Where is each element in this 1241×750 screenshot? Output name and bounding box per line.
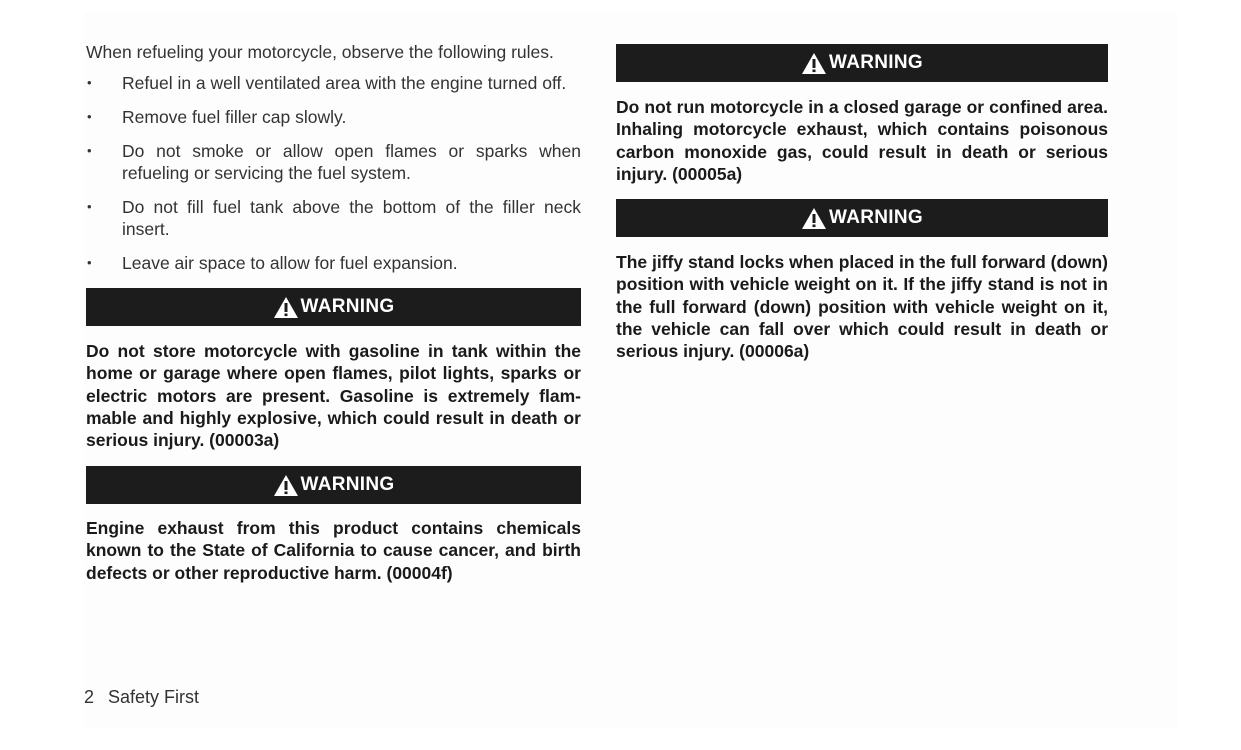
warning-text: Engine exhaust from this product contains chemicals known to the State of California to cause cancer, and birth defects or other reproductive harm. (00004f) <box>86 518 581 583</box>
warning-triangle-icon <box>273 474 299 497</box>
rule-text: Do not smoke or allow open flames or sparks when refueling or servicing the fuel system. <box>122 141 581 183</box>
warning-triangle-icon <box>273 296 299 319</box>
warning-heading: WARNING <box>300 296 395 317</box>
list-item <box>86 140 581 184</box>
list-item <box>86 72 581 94</box>
rule-text: Leave air space to allow for fuel expansion. <box>122 253 458 273</box>
warning-text: The jiffy stand locks when placed in the full forward (down) position with vehicle weight on it. If the jiffy stand is not in the full forward (down) position with vehicle weight on it, the vehicle can fall over which could result in death or serious injury. (00006a) <box>616 252 1108 362</box>
page-number: 2 <box>84 687 95 707</box>
warning-triangle-icon <box>801 52 827 75</box>
warning-banner <box>86 466 581 504</box>
refueling-intro: When refueling your motorcycle, observe the following rules. <box>86 42 554 62</box>
section-title: Safety First <box>108 687 200 707</box>
warning-heading: WARNING <box>300 474 395 495</box>
bullet-icon: • <box>87 143 92 158</box>
rule-text: Refuel in a well ventilated area with the engine turned off. <box>122 73 567 93</box>
manual-page <box>84 12 1177 728</box>
list-item <box>86 252 581 274</box>
warning-banner <box>616 199 1108 237</box>
warning-heading: WARNING <box>829 52 923 73</box>
warning-heading: WARNING <box>829 207 923 228</box>
warning-banner <box>86 288 581 326</box>
bullet-icon: • <box>87 75 92 90</box>
bullet-icon: • <box>87 199 92 214</box>
bullet-icon: • <box>87 109 92 124</box>
bullet-icon: • <box>87 255 92 270</box>
warning-triangle-icon <box>801 207 827 230</box>
rule-text: Remove fuel filler cap slowly. <box>122 107 347 127</box>
refueling-rules-list <box>86 72 581 274</box>
warning-banner <box>616 44 1108 82</box>
page-footer <box>84 687 199 708</box>
list-item <box>86 106 581 128</box>
rule-text: Do not fill fuel tank above the bottom of the filler neck insert. <box>122 197 581 239</box>
list-item <box>86 196 581 240</box>
warning-text: Do not run motorcycle in a closed garage or confined area. Inhaling motorcycle exhaust, which contains poisonous carbon monoxide gas, could result in death or serious injury. (00005a) <box>616 97 1108 184</box>
warning-text: Do not store motorcycle with gasoline in tank within the home or garage where open flames, pilot lights, sparks or electric motors are present. Gasoline is extremely flam-mable and highly explosive, which could result in death or serious injury. (00003a) <box>86 341 581 451</box>
